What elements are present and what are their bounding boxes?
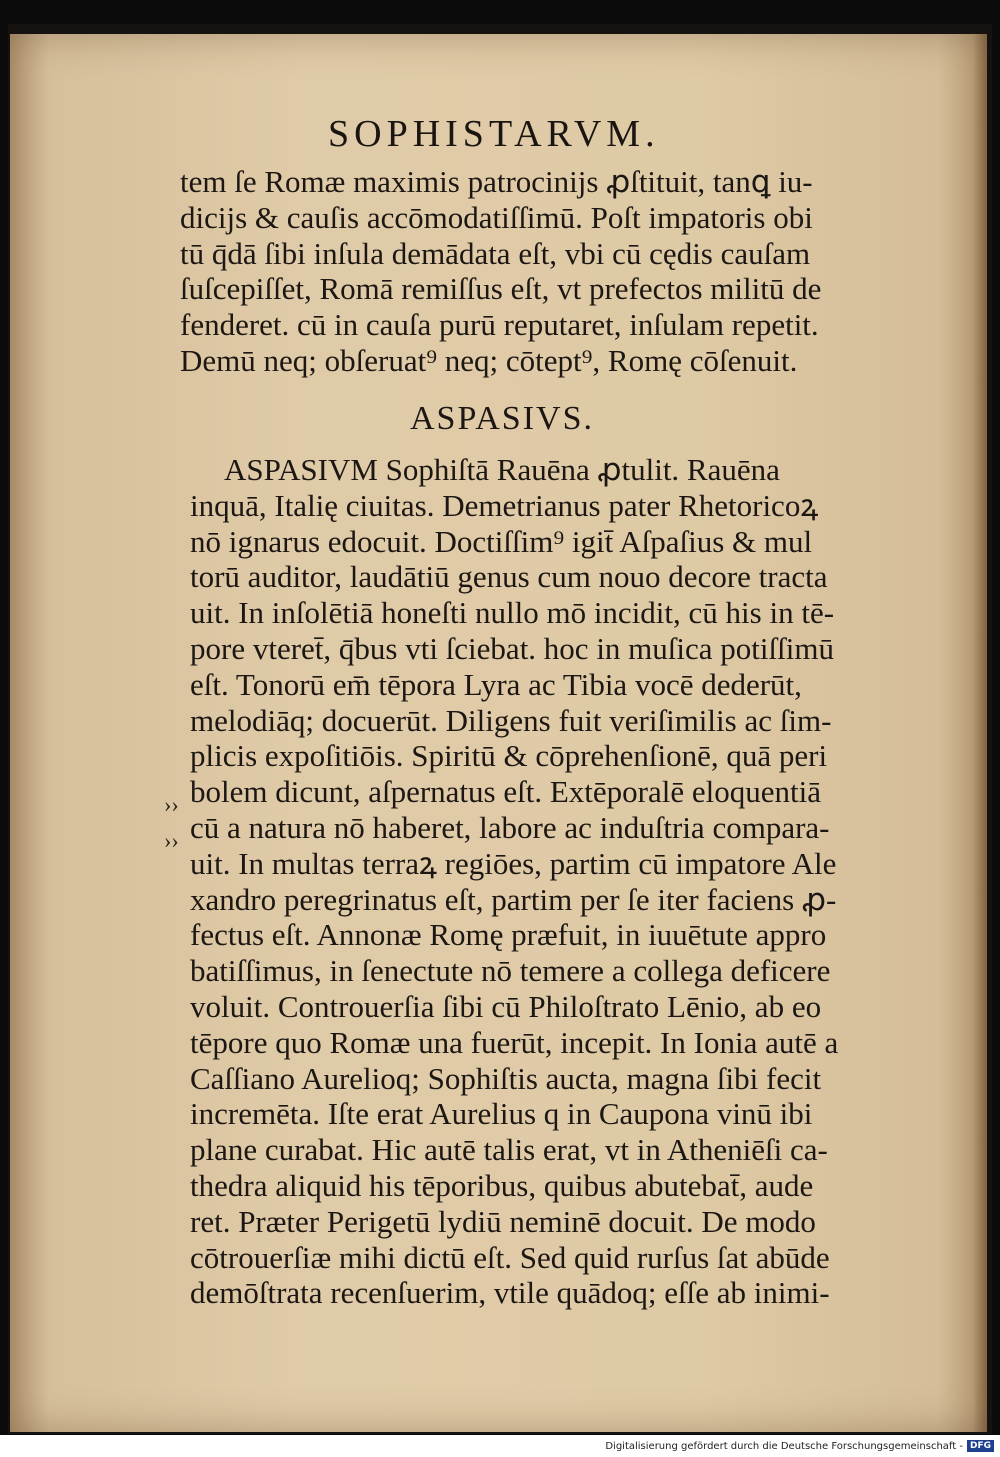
text-line: cū a natura nō haberet, labore ac induſtria compara- [190,809,830,845]
text-line: tū q̄dā ſibi inſula demādata eſt, vbi cū cędis cauſam [180,235,811,271]
text-line: cōtrouerſiæ mihi dictū eſt. Sed quid rurſus ſat abūde [190,1239,830,1275]
dfg-logo-icon: DFG [967,1440,994,1452]
text-line: tem ſe Romæ maximis patrocinijs ꝓſtituit, tanꝗ iu- [180,164,813,199]
running-head: SOPHISTARVM. [328,113,660,155]
digitization-footer [0,1435,1000,1457]
continuation-text [180,164,900,379]
text-line: eſt. Tonorū em̄ tēpora Lyra ac Tibia vocē dederūt, [190,666,802,702]
text-line: batiſſimus, in ſenectute nō temere a collega deficere [190,953,831,989]
text-line: plane curabat. Hic autē talis erat, vt in Atheniēſi ca- [190,1132,828,1168]
text-line: tēpore quo Romæ una fuerūt, incepit. In Ionia autē a [190,1024,839,1060]
text-line: voluit. Controuerſia ſibi cū Philoſtrato Lēnio, ab eo [190,988,822,1024]
text-line: ſuſcepiſſet, Romā remiſſus eſt, vt prefectos militū de [180,271,822,307]
text-line: torū auditor, laudātiū genus cum nouo decore tracta [190,559,828,595]
text-line: melodiāq; docuerūt. Diligens fuit veriſimilis ac ſim- [190,702,832,738]
text-line: ASPASIVM Sophiſtā Rauēna ꝓtulit. Rauēna [224,452,780,487]
text-line: dicijs & cauſis accōmodatiſſimū. Poſt impatoris obi [180,199,813,235]
text-line: incremēta. Iſte erat Aurelius q in Caupona vinū ibi [190,1096,813,1132]
text-line: demōſtrata recenſuerim, vtile quādoq; eſſe ab inimi- [190,1275,830,1311]
text-line: plicis expoſitiōis. Spiritū & cōprehenſionē, quā peri [190,738,828,774]
text-line: fectus eſt. Annonæ Romę præfuit, in iuuētute appro [190,917,827,953]
text-line: xandro peregrinatus eſt, partim per ſe iter faciens ꝓ- [190,881,837,917]
text-line: Caſſiano Aurelioq; Sophiſtis aucta, magna ſibi fecit [190,1060,822,1096]
section-text [190,452,910,1311]
text-line: thedra aliquid his tēporibus, quibus abutebat̄, aude [190,1167,814,1203]
text-line: ret. Præter Perigetū lydiū neminē docuit. De modo [190,1203,816,1239]
text-line: uit. In inſolētiā honeſti nullo mō incidit, cū his in tē- [190,595,835,631]
margin-quote-mark: ›› [164,792,179,817]
book-page [10,34,987,1432]
text-line: uit. In multas terraꝝ regiōes, partim cū impatore Ale [190,845,837,881]
text-line: Demū neq; obſeruat⁹ neq; cōtept⁹, Romę cōſenuit. [180,342,798,378]
text-line: fenderet. cū in cauſa purū reputaret, inſulam repetit. [180,307,819,343]
text-line: pore vteret̄, q̄bus vti ſciebat. hoc in muſica potiſſimū [190,630,834,666]
section-title: ASPASIVS. [410,400,594,437]
margin-quote-mark: ›› [164,828,179,853]
text-line: bolem dicunt, aſpernatus eſt. Extēporalē eloquentiā [190,774,821,810]
text-line: inquā, Italię ciuitas. Demetrianus pater Rhetoricoꝝ [190,487,819,523]
text-line: nō ignarus edocuit. Doctiſſim⁹ igit̄ Aſpaſius & mul [190,523,813,559]
footer-credit: Digitalisierung gefördert durch die Deutsche Forschungsgemeinschaft - [605,1440,963,1452]
